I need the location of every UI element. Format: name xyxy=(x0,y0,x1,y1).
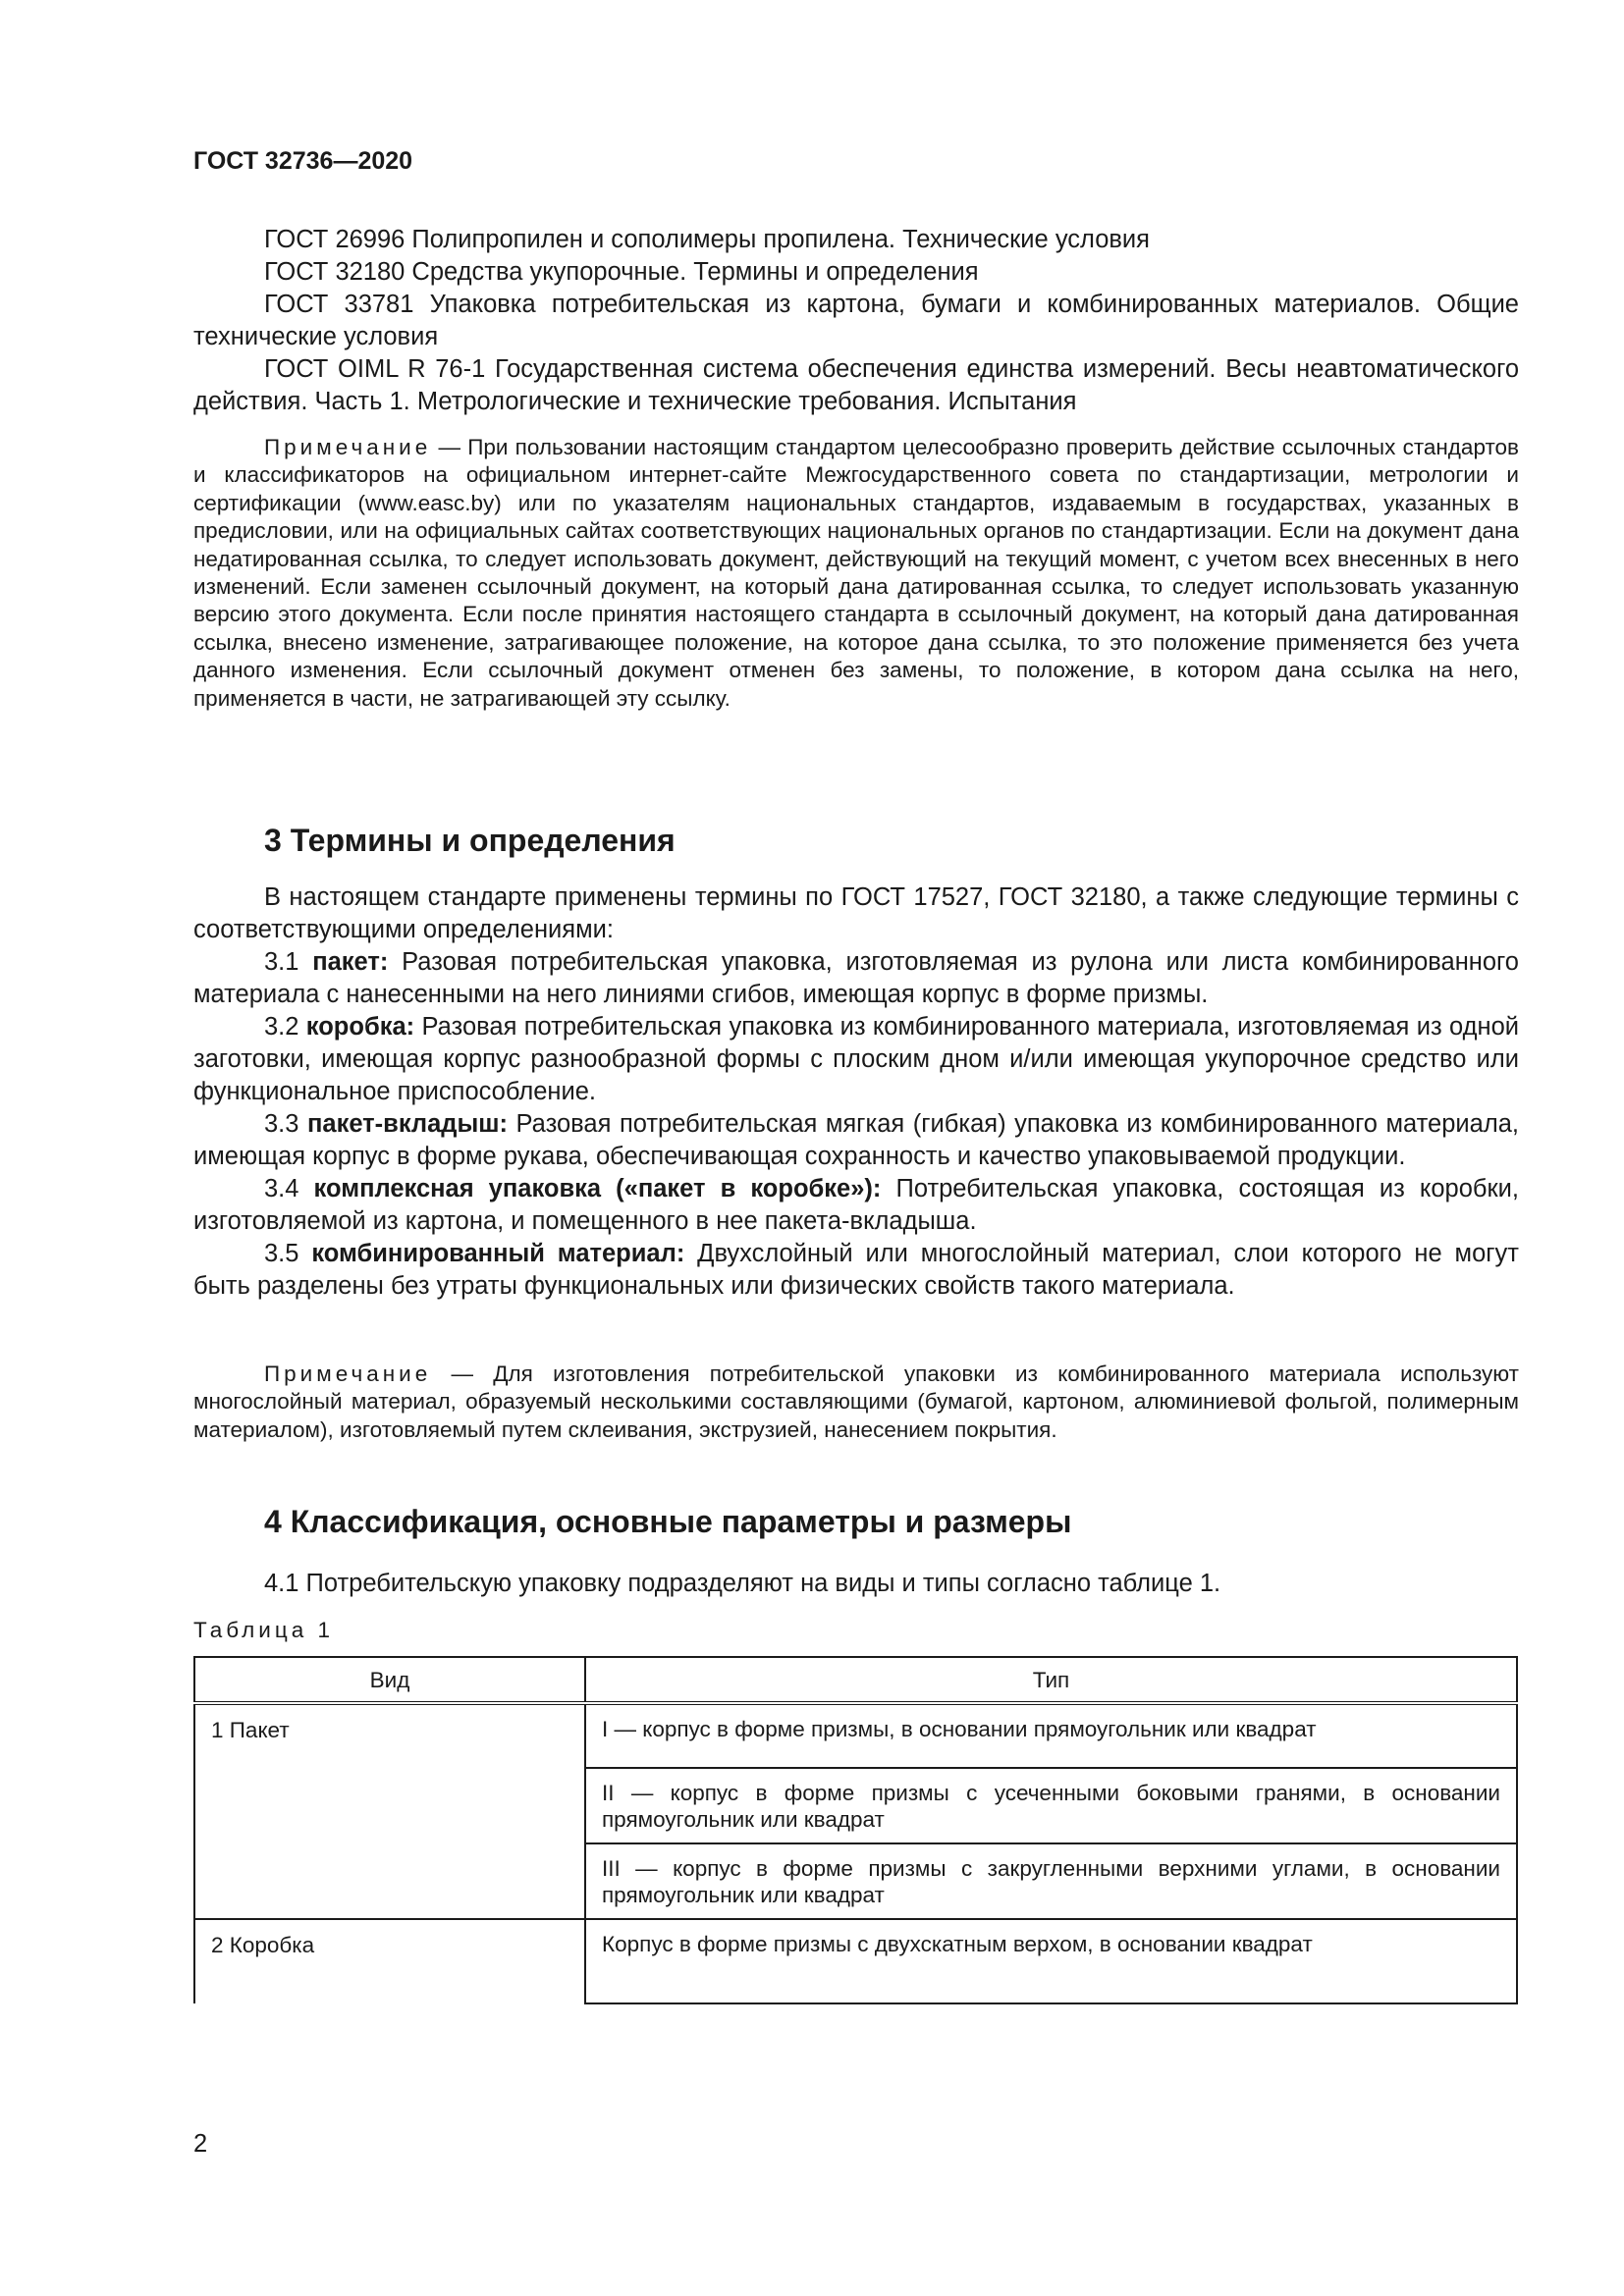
column-header-kind: Вид xyxy=(194,1657,585,1703)
table-header-row xyxy=(194,1657,1517,1703)
packaging-types-table xyxy=(193,1656,1518,2004)
term-definition: 3.2 коробка: Разовая потребительская упаковка из комбинированного материала, изготовляемая из одной заготовки, имеющая корпус разнообразной формы с плоским дном и/или имеющая укупорочное средство или функциональное приспособление. xyxy=(193,1013,1519,1105)
type-cell: Корпус в форме призмы с двухскатным верхом, в основании квадрат xyxy=(585,1919,1517,2003)
page-number: 2 xyxy=(193,2130,208,2158)
term-definition: 3.5 комбинированный материал: Двухслойный или многослойный материал, слои которого не могут быть разделены без утраты функциональных или физических свойств такого материала. xyxy=(193,1240,1519,1300)
term-definition: 3.3 пакет-вкладыш: Разовая потребительская мягкая (гибкая) упаковка из комбинированного материала, имеющая корпус в форме рукава, обеспечивающая сохранность и качество упаковываемой продукции. xyxy=(193,1110,1519,1170)
kind-cell: 1 Пакет xyxy=(194,1703,585,1919)
type-cell: II — корпус в форме призмы с усеченными боковыми гранями, в основании прямоугольник или квадрат xyxy=(585,1768,1517,1843)
reference-item: ГОСТ 26996 Полипропилен и сополимеры пропилена. Технические условия xyxy=(264,226,1150,253)
note-text: — При пользовании настоящим стандартом целесообразно проверить действие ссылочных стандартов и классификаторов на официальном интернет-сайте Межгосударственного совета по стандартизации, метрологии и сертификации (www.easc.by) или по указателям национальных стандартов, издаваемым в государствах, указанных в предисловии, или на официальных сайтах соответствующих национальных органов по стандартизации. Если на документ дана недатированная ссылка, то следует использовать документ, действующий на текущий момент, с учетом всех внесенных в него изменений. Если заменен ссылочный документ, на который дана датированная ссылка, то следует использовать указанную версию этого документа. Если после принятия настоящего стандарта в ссылочный документ, на который дана датированная ссылка, внесено изменение, затрагивающее положение, на которое дана ссылка, то это положение применяется без учета данного изменения. Если ссылочный документ отменен без замены, то положение, в котором дана ссылка на него, применяется в части, не затрагивающей эту ссылку. xyxy=(193,435,1519,711)
term-name: коробка: xyxy=(305,1013,415,1041)
table-row xyxy=(194,1919,1517,2003)
terms-note xyxy=(193,1361,1519,1444)
term-definition: 3.1 пакет: Разовая потребительская упаковка, изготовляемая из рулона или листа комбинированного материала с нанесенными на него линиями сгибов, имеющая корпус в форме призмы. xyxy=(193,948,1519,1008)
table-row xyxy=(194,1703,1517,1768)
section-4-paragraph: 4.1 Потребительскую упаковку подразделяют на виды и типы согласно таблице 1. xyxy=(264,1570,1221,1597)
term-name: комбинированный материал: xyxy=(311,1240,685,1267)
normative-references-list xyxy=(193,224,1519,418)
column-header-type: Тип xyxy=(585,1657,1517,1703)
type-cell: III — корпус в форме призмы с закругленными верхними углами, в основании прямоугольник или квадрат xyxy=(585,1843,1517,1919)
term-definition: 3.4 комплексная упаковка («пакет в коробке»): Потребительская упаковка, состоящая из коробки, изготовляемой из картона, и помещенного в нее пакета-вкладыша. xyxy=(193,1175,1519,1235)
document-header: ГОСТ 32736—2020 xyxy=(193,147,413,175)
section-4-body xyxy=(193,1568,1519,1600)
note-label: Примечание xyxy=(264,1362,432,1386)
term-name: пакет: xyxy=(312,948,389,976)
table-caption: Таблица 1 xyxy=(193,1618,334,1642)
note-label: Примечание xyxy=(264,435,432,459)
kind-cell: 2 Коробка xyxy=(194,1919,585,2003)
section-3-heading: 3 Термины и определения xyxy=(264,823,676,858)
reference-item: ГОСТ 32180 Средства укупорочные. Термины и определения xyxy=(264,258,979,286)
note-text: — Для изготовления потребительской упаковки из комбинированного материала используют многослойный материал, образуемый несколькими составляющими (бумагой, картоном, алюминиевой фольгой, полимерным материалом), изготовляемый путем склеивания, экструзией, нанесением покрытия. xyxy=(193,1362,1519,1442)
section-4-heading: 4 Классификация, основные параметры и размеры xyxy=(264,1504,1072,1539)
reference-item: ГОСТ OIML R 76-1 Государственная система обеспечения единства измерений. Весы неавтоматического действия. Часть 1. Метрологические и технические требования. Испытания xyxy=(193,355,1519,415)
term-name: пакет-вкладыш: xyxy=(306,1110,508,1138)
reference-item: ГОСТ 33781 Упаковка потребительская из картона, бумаги и комбинированных материалов. Общие технические условия xyxy=(193,291,1519,350)
references-note xyxy=(193,434,1519,713)
section-3-body xyxy=(193,881,1519,1303)
section-3-intro: В настоящем стандарте применены термины по ГОСТ 17527, ГОСТ 32180, а также следующие термины с соответствующими определениями: xyxy=(193,883,1519,943)
type-cell: I — корпус в форме призмы, в основании прямоугольник или квадрат xyxy=(585,1703,1517,1768)
term-name: комплексная упаковка («пакет в коробке»): xyxy=(313,1175,882,1202)
